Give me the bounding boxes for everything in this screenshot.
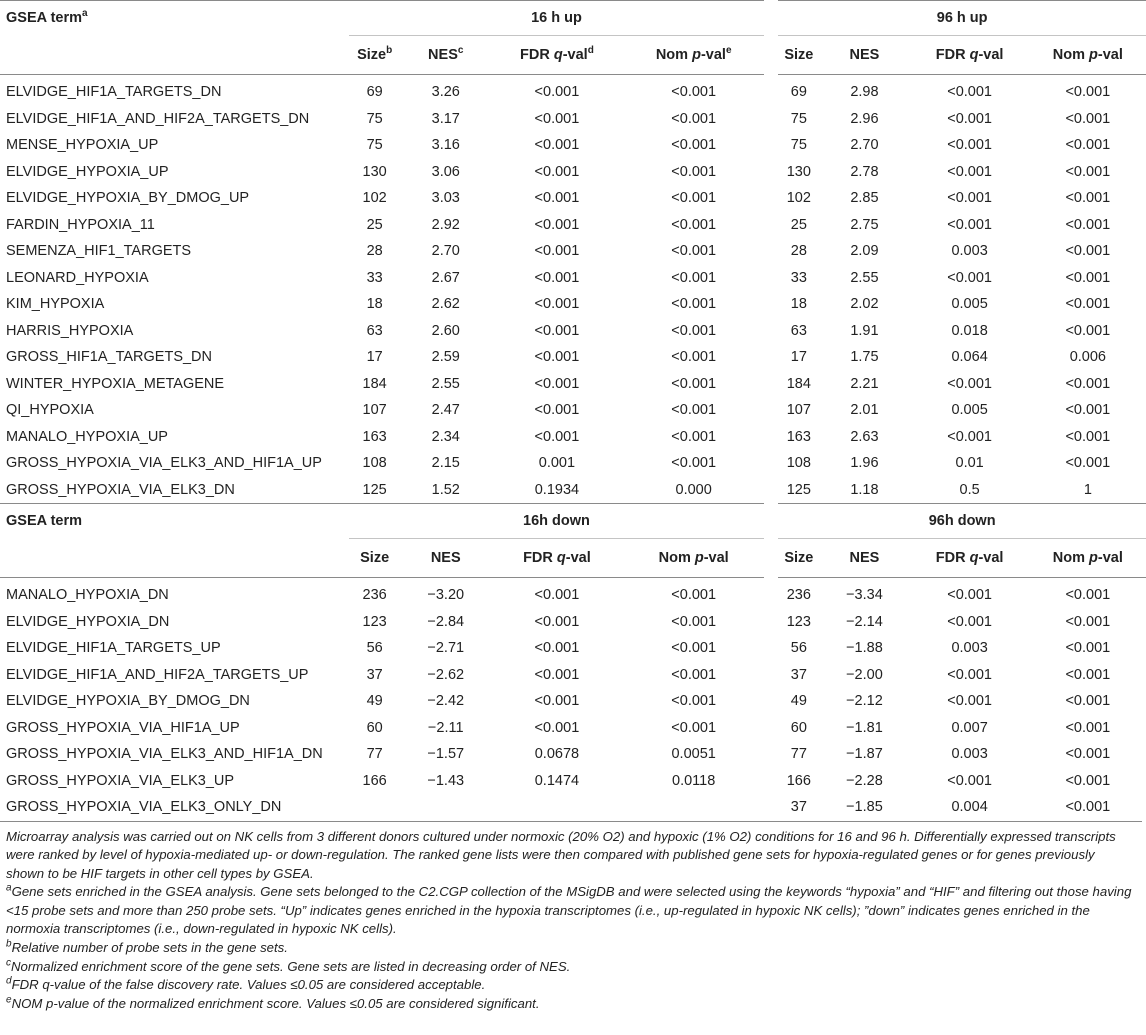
table-cell: −2.11 xyxy=(427,719,464,736)
up-96h-col-header-1: Size xyxy=(771,36,819,75)
table-cell: 0.007 xyxy=(951,719,988,736)
table-cell: <0.001 xyxy=(1065,322,1111,339)
table-cell: <0.001 xyxy=(534,719,580,736)
table-cell: 0.1934 xyxy=(491,477,623,504)
table-cell xyxy=(401,794,491,821)
table-cell: <0.001 xyxy=(534,613,580,630)
table-cell: 2.47 xyxy=(431,402,460,419)
table-cell: 123 xyxy=(362,613,387,630)
up-16h-col-header-4: Nom p-val$^e$ xyxy=(655,45,732,63)
table-cell: <0.001 xyxy=(1065,613,1111,630)
table-cell: <0.001 xyxy=(1065,110,1111,127)
gene-set-name: GROSS_HYPOXIA_VIA_ELK3_UP xyxy=(6,772,235,789)
table-cell: <0.001 xyxy=(671,190,717,207)
table-cell: <0.001 xyxy=(671,428,717,445)
gene-set-name: GROSS_HYPOXIA_VIA_ELK3_DN xyxy=(0,477,349,504)
down-table-row xyxy=(0,715,1146,742)
table-cell: 102 xyxy=(362,190,387,207)
table-cell: 25 xyxy=(366,216,383,233)
table-cell: −3.20 xyxy=(427,587,465,604)
table-cell: 2.85 xyxy=(850,190,879,207)
up-table-row xyxy=(0,344,1146,371)
down-table-row xyxy=(0,768,1146,795)
up-table-row xyxy=(0,212,1146,239)
up-table-row xyxy=(0,291,1146,318)
up-table-row xyxy=(0,75,1146,106)
down-16h-col-header-3: FDR q-val xyxy=(523,550,591,566)
table-cell: <0.001 xyxy=(1065,243,1111,260)
table-cell: 63 xyxy=(366,322,383,339)
table-cell: 2.96 xyxy=(850,110,879,127)
table-cell: <0.001 xyxy=(534,269,580,286)
table-cell: <0.001 xyxy=(534,137,580,154)
footnote-c: $^c$Normalized enrichment score of the gene sets. Gene sets are listed in decreasing order of NES. xyxy=(6,957,571,974)
table-cell: <0.001 xyxy=(947,269,992,286)
table-cell: 1.52 xyxy=(401,477,491,504)
table-cell: 2.70 xyxy=(431,243,460,260)
down-table-row xyxy=(0,635,1146,662)
up-table-row xyxy=(0,477,1146,504)
gene-set-name: GROSS_HYPOXIA_VIA_HIF1A_UP xyxy=(6,719,240,736)
table-cell: 77 xyxy=(771,741,819,768)
table-cell: <0.001 xyxy=(1065,799,1111,816)
table-cell: 33 xyxy=(366,269,383,286)
gene-set-name: GROSS_HYPOXIA_VIA_ELK3_AND_HIF1A_UP xyxy=(6,455,322,472)
table-cell: 1.18 xyxy=(819,477,909,504)
table-cell: 236 xyxy=(362,587,387,604)
table-cell: <0.001 xyxy=(947,666,992,683)
table-cell: 69 xyxy=(366,84,383,101)
table-cell: <0.001 xyxy=(671,719,717,736)
table-cell: 0.0678 xyxy=(534,746,580,763)
table-cell: 1.75 xyxy=(850,349,879,366)
table-cell: 0.003 xyxy=(951,640,988,657)
table-cell: <0.001 xyxy=(1065,375,1111,392)
table-cell: <0.001 xyxy=(671,269,717,286)
table-cell: 37 xyxy=(366,666,383,683)
down-table-header xyxy=(0,504,1146,578)
gene-set-name: GROSS_HYPOXIA_VIA_ELK3_AND_HIF1A_DN xyxy=(6,746,323,763)
up-table-row xyxy=(0,265,1146,292)
table-cell: 3.17 xyxy=(431,110,460,127)
table-cell: <0.001 xyxy=(1065,719,1111,736)
table-cell: <0.001 xyxy=(1065,428,1111,445)
table-cell: 56 xyxy=(771,635,819,662)
gene-set-name: GROSS_HYPOXIA_VIA_ELK3_ONLY_DN xyxy=(6,799,282,816)
table-cell: <0.001 xyxy=(1065,137,1111,154)
table-cell: 0.003 xyxy=(951,746,988,763)
up-16h-col-header-3: FDR q-val$^d$ xyxy=(520,45,594,63)
up-96h-col-header-3: FDR q-val xyxy=(935,47,1004,63)
table-cell: <0.001 xyxy=(1065,455,1111,472)
gene-set-name: HARRIS_HYPOXIA xyxy=(6,322,134,339)
table-cell: 130 xyxy=(362,163,387,180)
group-header-16h-up: 16 h up xyxy=(349,1,772,36)
table-cell: −1.85 xyxy=(846,799,883,816)
table-cell: −1.87 xyxy=(846,746,883,763)
table-cell: <0.001 xyxy=(947,110,992,127)
table-cell: 184 xyxy=(771,371,819,398)
table-cell: <0.001 xyxy=(534,322,580,339)
footnote-main: Microarray analysis was carried out on NK cells from 3 different donors cultured under normoxic (20% O2) and hypoxic (1% O2) conditions for 16 and 96 h. Differentially expressed transcripts were ranked by level of hypoxia-mediated up- or down-regulation. The ranked gene lists were then compared with published gene sets for hypoxia-regulated genes or for genes previously shown to be HIF targets in other cell types by GSEA. xyxy=(6,828,1116,881)
table-cell: −2.71 xyxy=(427,640,465,657)
table-cell: 2.62 xyxy=(431,296,460,313)
table-cell: <0.001 xyxy=(1065,587,1111,604)
up-96h-col-header-2: NES xyxy=(849,47,880,63)
table-cell: <0.001 xyxy=(1065,746,1111,763)
table-cell: <0.001 xyxy=(534,243,580,260)
table-cell: 28 xyxy=(366,243,383,260)
up-table-row xyxy=(0,185,1146,212)
table-cell: 3.26 xyxy=(431,84,460,101)
table-cell: 123 xyxy=(771,609,819,636)
table-cell: 0.5 xyxy=(910,477,1030,504)
down-16h-col-header-2: NES xyxy=(430,550,461,566)
table-cell: 125 xyxy=(771,477,819,504)
table-cell: 184 xyxy=(362,375,387,392)
table-cell: <0.001 xyxy=(534,163,580,180)
table-cell: −2.42 xyxy=(427,693,465,710)
table-cell: <0.001 xyxy=(671,243,717,260)
gene-set-name: FARDIN_HYPOXIA_11 xyxy=(6,216,155,233)
down-table-row xyxy=(0,688,1146,715)
table-cell: <0.001 xyxy=(1065,216,1111,233)
up-table-body xyxy=(0,75,1146,504)
table-cell: −1.81 xyxy=(846,719,883,736)
gene-set-name: KIM_HYPOXIA xyxy=(6,296,105,313)
table-cell: 2.21 xyxy=(850,375,879,392)
table-cell: <0.001 xyxy=(671,163,717,180)
table-cell: 2.59 xyxy=(431,349,460,366)
table-cell: <0.001 xyxy=(947,613,992,630)
table-cell: <0.001 xyxy=(947,428,992,445)
table-cell: 2.55 xyxy=(431,375,460,392)
gene-set-name: ELVIDGE_HIF1A_AND_HIF2A_TARGETS_DN xyxy=(6,110,310,127)
table-cell: <0.001 xyxy=(1065,666,1111,683)
table-cell: <0.001 xyxy=(671,587,717,604)
table-cell: 37 xyxy=(771,794,819,821)
table-cell: 0.000 xyxy=(623,477,771,504)
table-cell: <0.001 xyxy=(1065,296,1111,313)
table-cell: <0.001 xyxy=(671,613,717,630)
up-column-headers xyxy=(0,36,1146,75)
footnote-a: $^a$Gene sets enriched in the GSEA analysis. Gene sets belonged to the C2.CGP collection of the MSigDB and were selected using the keywords “hypoxia” and “HIF” and filtering out those having <15 probe sets and more than 250 probe sets. “Up” indicates genes enriched in the hypoxia transcriptomes (i.e., up-regulated in hypoxic NK cells); ”down” indicates genes enriched in the normoxia transcriptomes (i.e., down-regulated in hypoxic NK cells). xyxy=(6,882,1132,937)
table-footnotes xyxy=(0,821,1142,1014)
table-cell: −2.14 xyxy=(846,613,883,630)
down-table-row xyxy=(0,794,1146,821)
table-cell: 236 xyxy=(771,578,819,609)
table-cell: 3.03 xyxy=(431,190,460,207)
gene-set-name: ELVIDGE_HYPOXIA_BY_DMOG_UP xyxy=(6,190,250,207)
up-table-row xyxy=(0,397,1146,424)
down-96h-col-header-4: Nom p-val xyxy=(1052,550,1123,566)
table-cell: <0.001 xyxy=(1065,84,1111,101)
gene-set-name: MANALO_HYPOXIA_UP xyxy=(6,428,168,445)
table-cell: 108 xyxy=(362,455,387,472)
gene-set-name: WINTER_HYPOXIA_METAGENE xyxy=(6,375,225,392)
table-cell: <0.001 xyxy=(671,216,717,233)
table-cell: <0.001 xyxy=(671,455,717,472)
table-cell: 63 xyxy=(771,318,819,345)
gene-set-name: ELVIDGE_HIF1A_AND_HIF2A_TARGETS_UP xyxy=(6,666,309,683)
table-cell: <0.001 xyxy=(1065,640,1111,657)
table-cell: <0.001 xyxy=(947,163,992,180)
table-cell: 0.001 xyxy=(538,455,576,472)
table-cell: −1.88 xyxy=(846,640,883,657)
table-cell: 75 xyxy=(366,110,383,127)
table-cell: 2.60 xyxy=(431,322,460,339)
table-cell: 2.34 xyxy=(431,428,460,445)
table-cell: 0.0051 xyxy=(671,746,716,763)
table-cell: <0.001 xyxy=(534,666,580,683)
table-cell: 3.16 xyxy=(431,137,460,154)
table-cell: 2.67 xyxy=(431,269,460,286)
table-cell: <0.001 xyxy=(534,349,580,366)
table-cell: 163 xyxy=(771,424,819,451)
gene-set-name: ELVIDGE_HYPOXIA_DN xyxy=(6,613,170,630)
table-cell: 1.91 xyxy=(850,322,879,339)
gene-set-name: LEONARD_HYPOXIA xyxy=(6,269,149,286)
table-cell: <0.001 xyxy=(1065,190,1111,207)
down-16h-col-header-4: Nom p-val xyxy=(658,550,729,566)
gene-set-name: MANALO_HYPOXIA_DN xyxy=(6,587,169,604)
table-cell: 75 xyxy=(366,137,383,154)
up-table-row xyxy=(0,318,1146,345)
gene-set-name: ELVIDGE_HYPOXIA_UP xyxy=(6,163,169,180)
gsea-term-header: GSEA term$^a$ xyxy=(0,1,349,36)
table-cell: −1.43 xyxy=(427,772,465,789)
table-cell: 0.005 xyxy=(951,296,988,313)
table-cell: 108 xyxy=(771,450,819,477)
down-table-row xyxy=(0,662,1146,689)
table-cell: 107 xyxy=(362,402,387,419)
table-cell: 2.09 xyxy=(850,243,879,260)
table-cell: <0.001 xyxy=(947,772,992,789)
up-table-header xyxy=(0,1,1146,75)
table-cell: 2.98 xyxy=(850,84,879,101)
group-header-16h-down: 16h down xyxy=(349,504,772,539)
table-cell: 2.92 xyxy=(431,216,460,233)
table-cell: 69 xyxy=(771,75,819,106)
table-cell: <0.001 xyxy=(534,640,580,657)
table-cell: 2.70 xyxy=(850,137,879,154)
table-cell: −2.84 xyxy=(427,613,465,630)
up-table-row xyxy=(0,159,1146,186)
table-cell: <0.001 xyxy=(534,216,580,233)
table-cell: 107 xyxy=(771,397,819,424)
table-cell: 102 xyxy=(771,185,819,212)
table-cell: <0.001 xyxy=(534,587,580,604)
down-table-body xyxy=(0,578,1146,821)
table-cell: <0.001 xyxy=(534,110,580,127)
table-cell: 1.96 xyxy=(850,455,879,472)
table-cell: <0.001 xyxy=(671,666,717,683)
table-cell: <0.001 xyxy=(947,216,992,233)
table-cell: <0.001 xyxy=(947,375,992,392)
table-cell: 17 xyxy=(366,349,383,366)
table-cell: <0.001 xyxy=(534,190,580,207)
table-cell: 49 xyxy=(771,688,819,715)
table-cell: 3.06 xyxy=(431,163,460,180)
table-cell: <0.001 xyxy=(671,640,717,657)
table-cell: 2.75 xyxy=(850,216,879,233)
table-cell xyxy=(491,794,623,821)
gene-set-name: QI_HYPOXIA xyxy=(6,402,94,419)
table-cell: 0.005 xyxy=(951,402,988,419)
table-cell: 60 xyxy=(366,719,383,736)
table-cell: 25 xyxy=(771,212,819,239)
table-cell: 0.064 xyxy=(951,349,988,366)
table-cell: 163 xyxy=(362,428,387,445)
up-table-row xyxy=(0,106,1146,133)
table-cell: <0.001 xyxy=(671,296,717,313)
up-table-row xyxy=(0,238,1146,265)
gene-set-name: MENSE_HYPOXIA_UP xyxy=(6,137,159,154)
table-cell: <0.001 xyxy=(947,693,992,710)
table-cell: 77 xyxy=(366,746,383,763)
down-column-headers xyxy=(0,539,1146,578)
table-cell: 33 xyxy=(771,265,819,292)
table-cell: 0.004 xyxy=(951,799,988,816)
gene-set-name: ELVIDGE_HIF1A_TARGETS_UP xyxy=(6,640,221,657)
table-cell: 2.63 xyxy=(850,428,879,445)
table-cell: 2.78 xyxy=(850,163,879,180)
table-cell: 2.02 xyxy=(850,296,879,313)
table-cell: <0.001 xyxy=(671,84,717,101)
table-cell: −2.00 xyxy=(846,666,883,683)
table-cell: 18 xyxy=(366,296,383,313)
table-cell: 75 xyxy=(771,132,819,159)
table-cell: 166 xyxy=(771,768,819,795)
footnote-b: $^b$Relative number of probe sets in the gene sets. xyxy=(6,938,288,956)
table-cell: <0.001 xyxy=(671,110,717,127)
table-cell: 0.006 xyxy=(1069,349,1106,366)
gene-set-name: ELVIDGE_HIF1A_TARGETS_DN xyxy=(6,84,222,101)
table-cell: 18 xyxy=(771,291,819,318)
table-cell: 37 xyxy=(771,662,819,689)
table-cell: −2.62 xyxy=(427,666,465,683)
table-cell: 56 xyxy=(366,640,383,657)
table-cell: 125 xyxy=(349,477,401,504)
gene-set-name: GROSS_HIF1A_TARGETS_DN xyxy=(6,349,213,366)
table-cell: <0.001 xyxy=(1065,269,1111,286)
up-table-row xyxy=(0,132,1146,159)
table-cell: −3.34 xyxy=(846,587,883,604)
table-cell xyxy=(349,794,401,821)
table-cell: 0.0118 xyxy=(672,772,716,789)
table-cell: 0.1474 xyxy=(534,772,580,789)
up-table-row xyxy=(0,424,1146,451)
table-cell: <0.001 xyxy=(947,137,992,154)
gsea-term-header-down: GSEA term xyxy=(0,504,349,539)
table-cell: <0.001 xyxy=(534,428,580,445)
gene-set-name: SEMENZA_HIF1_TARGETS xyxy=(6,243,192,260)
table-cell: <0.001 xyxy=(534,84,580,101)
table-cell: 0.018 xyxy=(951,322,988,339)
table-cell: <0.001 xyxy=(671,402,717,419)
up-16h-col-header-1: Size$^b$ xyxy=(357,45,393,63)
table-cell: <0.001 xyxy=(671,322,717,339)
table-cell: <0.001 xyxy=(534,402,580,419)
table-cell: <0.001 xyxy=(947,587,992,604)
table-cell: −2.28 xyxy=(846,772,883,789)
table-cell: 75 xyxy=(771,106,819,133)
table-cell: 1 xyxy=(1030,477,1146,504)
table-cell: 2.01 xyxy=(850,402,879,419)
table-cell: <0.001 xyxy=(534,296,580,313)
table-cell: <0.001 xyxy=(534,375,580,392)
table-cell xyxy=(623,794,771,821)
table-cell: 0.003 xyxy=(951,243,988,260)
down-96h-col-header-3: FDR q-val xyxy=(935,550,1004,566)
gene-set-name: ELVIDGE_HYPOXIA_BY_DMOG_DN xyxy=(6,693,250,710)
table-cell: 28 xyxy=(771,238,819,265)
table-cell: 130 xyxy=(771,159,819,186)
table-cell: <0.001 xyxy=(671,693,717,710)
table-cell: <0.001 xyxy=(1065,772,1111,789)
table-cell: −1.57 xyxy=(427,746,465,763)
table-cell: <0.001 xyxy=(1065,402,1111,419)
table-cell: <0.001 xyxy=(1065,693,1111,710)
up-table-row xyxy=(0,450,1146,477)
table-cell: 166 xyxy=(362,772,387,789)
down-table-row xyxy=(0,578,1146,609)
down-96h-col-header-1: Size xyxy=(771,539,819,578)
table-cell: 0.01 xyxy=(955,455,984,472)
down-table-row xyxy=(0,609,1146,636)
table-cell: 60 xyxy=(771,715,819,742)
table-cell: <0.001 xyxy=(947,84,992,101)
table-cell: <0.001 xyxy=(1065,163,1111,180)
table-cell: 2.55 xyxy=(850,269,879,286)
footnote-d: $^d$FDR q-value of the false discovery rate. Values ≤0.05 are considered acceptable. xyxy=(6,975,486,993)
table-cell: <0.001 xyxy=(671,137,717,154)
up-16h-col-header-2: NES$^c$ xyxy=(428,45,464,63)
down-96h-col-header-2: NES xyxy=(849,550,880,566)
table-cell: 17 xyxy=(771,344,819,371)
table-cell: −2.12 xyxy=(846,693,883,710)
table-cell: <0.001 xyxy=(947,190,992,207)
down-table-row xyxy=(0,741,1146,768)
table-cell: <0.001 xyxy=(671,349,717,366)
up-96h-col-header-4: Nom p-val xyxy=(1052,47,1123,63)
table-cell: 49 xyxy=(366,693,383,710)
group-header-96h-down: 96h down xyxy=(771,504,1146,539)
table-cell: <0.001 xyxy=(671,375,717,392)
footnote-e: $^e$NOM p-value of the normalized enrichment score. Values ≤0.05 are considered significant. xyxy=(6,994,540,1011)
down-16h-col-header-1: Size xyxy=(360,550,390,566)
up-table-row xyxy=(0,371,1146,398)
table-cell: 2.15 xyxy=(431,455,460,472)
group-header-96h-up: 96 h up xyxy=(771,1,1146,36)
table-cell: <0.001 xyxy=(534,693,580,710)
